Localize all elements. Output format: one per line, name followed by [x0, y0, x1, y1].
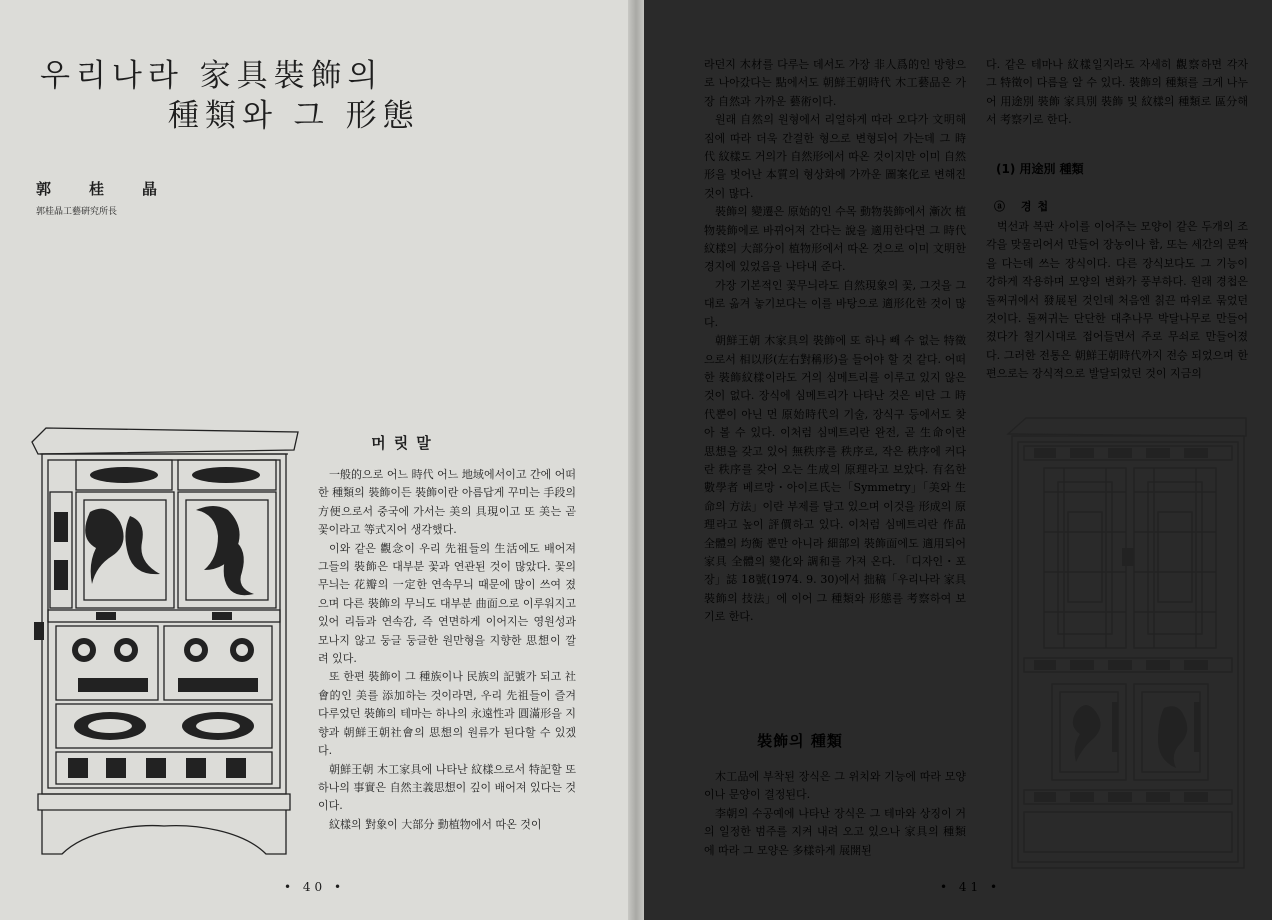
author-name: 郭桂晶	[36, 180, 196, 198]
page-number-left: • 40 •	[284, 880, 346, 894]
paragraph: 李朝의 수공예에 나타난 장식은 그 테마와 상징이 거의 일정한 범주를 지켜 내려 오고 있으나 家具의 種類에 따라 그 모양은 多樣하게 展開된	[704, 806, 966, 857]
paragraph: 裝飾의 變遷은 原始的인 수목 動物裝飾에서 漸次 植物裝飾에로 바뀌어져 간다는 說을 適用한다면 그 時代 紋樣의 大部分이 植物形에서 따온 것으로 이미 文明한 경지에 있었음을 나타내 준다.	[704, 205, 966, 274]
article-title-line-2: 種類와 그 形態	[168, 98, 420, 134]
paragraph: 紋樣의 對象이 大部分 動植物에서 따온 것이	[329, 817, 542, 831]
paragraph: 다. 같은 테마나 紋樣일지라도 자세히 觀察하면 각자 그 特徵이 다름을 알 수 있다. 裝飾의 種類를 크게 나누어 用途別 裝飾 家具別 裝飾 및 紋樣의 種類로 區分해서 考察키로 한다.	[986, 58, 1248, 127]
article-title-line-1: 우리나라 家具裝飾의	[40, 58, 384, 94]
book-gutter	[628, 0, 644, 920]
right-body-column-2-intro	[986, 56, 1248, 130]
decorated-cabinet-illustration	[26, 420, 302, 860]
section-heading-intro: 머릿말	[371, 434, 439, 452]
right-body-column-1	[704, 56, 966, 627]
paragraph: 이와 같은 觀念이 우리 先祖들의 生活에도 배어져 그들의 裝飾은 대부분 꽃과 연관된 것이 많았다. 꽃의 무늬는 花瓣의 一定한 연속무늬 때문에 많이 쓰여 졌으며 다른 裝飾의 무늬도 대부분 曲面으로 이루워지고 있어 리듬과 연속감, 즉 연면하게 이어지는 영원성과 모나지 않고 둥글 둥글한 원만형을 지향한 思想이 깔려 있다.	[318, 541, 576, 666]
page-number-right: • 41 •	[940, 880, 1002, 894]
paragraph: 또 한편 裝飾이 그 種族이나 民族의 記號가 되고 社會的인 美를 添加하는 것이라면, 우리 先祖들이 즐겨 다루었던 裝飾의 테마는 하나의 永遠性과 圓滿形을 지향과 朝鮮王朝社會의 思想의 원류가 된다할 수 있겠다.	[318, 670, 576, 758]
section-heading-kinds: 裝飾의 種類	[757, 732, 843, 750]
left-body-column	[318, 466, 576, 834]
right-body-column-2	[986, 218, 1248, 384]
paragraph: 一般的으로 어느 時代 어느 地域에서이고 간에 어떠한 種類의 裝飾이든 裝飾이란 아름답게 꾸미는 手段의 方便으로서 중국에 가서는 美의 具現이고 또 美는 곧 꽃이라고 等式지어 생각했다.	[318, 468, 576, 537]
paragraph: 가장 기본적인 꽃무늬라도 自然現象의 꽃, 그것을 그대로 옮겨 놓기보다는 이를 바탕으로 適形化한 것이 많다.	[704, 278, 966, 329]
paragraph: 원래 自然의 원형에서 리얼하게 따라 오다가 文明해 짐에 따라 더욱 간결한 형으로 변형되어 가는데 그 時代 紋樣도 거의가 自然形에서 따온 것이지만 이미 自然形을 벗어난 本質의 형상화에 가까운 圖案化로 변해진 것이 많다.	[704, 113, 966, 200]
paragraph: 朝鮮王朝 木工家具에 나타난 紋樣으로서 特記할 또 하나의 事實은 自然主義思想이 깊이 배어져 있다는 것이다.	[318, 762, 576, 813]
author-affiliation: 郭桂晶工藝硏究所長	[36, 207, 118, 217]
subheading-usage-types: (1) 用途別 種類	[996, 162, 1084, 176]
lattice-cabinet-illustration	[1004, 412, 1252, 876]
right-body-column-1-continued	[704, 768, 966, 860]
paragraph: 朝鮮王朝 木家具의 裝飾에 또 하나 빼 수 없는 特徵으로서 相以形(左右對稱形)을 들어야 할 것 같다. 어떠한 裝飾紋樣이라도 거의 심메트리를 이루고 있지 않은 것이 없다. 장식에 심메트리가 나타난 것은 비단 그 時代뿐이 아닌 먼 原始時代의 기술, 장식구 등에서도 찾아 볼 수 있다. 이처럼 심메트리란 완전, 곧 生命이란 思想을 갖고 있어 無秩序를 秩序로, 작은 秩序에 커다란 秩序를 갖어 오는 生成의 原理라고 보았다. 有名한 數學者 베르망・아이르氏는「Symmetry」「美와 生命의 方法」이란 부제를 달고 있으며 이것을 形成의 原理라고 높이 評價하고 있다. 이처럼 심메트리란 作品 全體의 均衡 뿐만 아니라 細部의 裝飾面에도 適用되어 家具 全體의 變化와 調和를 가져 온다. 「디자인・포장」誌 18號(1974. 9. 30)에서 拙稿「우리나라 家具裝飾의 技法」에 이어 그 種類와 形態를 考察하여 보기로 한다.	[704, 334, 966, 624]
subheading-hinge: ⓐ 경첩	[994, 200, 1055, 213]
article-title	[40, 56, 460, 136]
paragraph: 벅선과 복판 사이를 이어주는 모양이 같은 두개의 조각을 맞물리어서 만들어 장농이나 함, 또는 세간의 문짝을 다는데 쓰는 장식이다. 다른 장식보다도 그 기능이 강하게 작용하며 모양의 변화가 풍부하다. 원래 경첩은 돌쩌귀에서 發展된 것인데 처음엔 칡끈 따위로 묶었던 것이다. 돌쩌귀는 단단한 대추나무 박달나무로 만들어졌다가 철기시대로 접어들면서 주로 무쇠로 만들어졌다. 그러한 전통은 朝鮮王朝時代까지 전승 되었으며 한 편으로는 장식적으로 발달되었던 것이 지금의	[986, 220, 1248, 381]
paragraph: 라던지 木材를 다루는 데서도 가장 非人爲的인 방향으로 나아갔다는 點에서도 朝鮮王朝時代 木工藝品은 가장 自然과 가까운 藝術이다.	[704, 58, 966, 108]
paragraph: 木工品에 부착된 장식은 그 위치와 기능에 따라 모양이나 문양이 결정된다.	[704, 770, 966, 802]
